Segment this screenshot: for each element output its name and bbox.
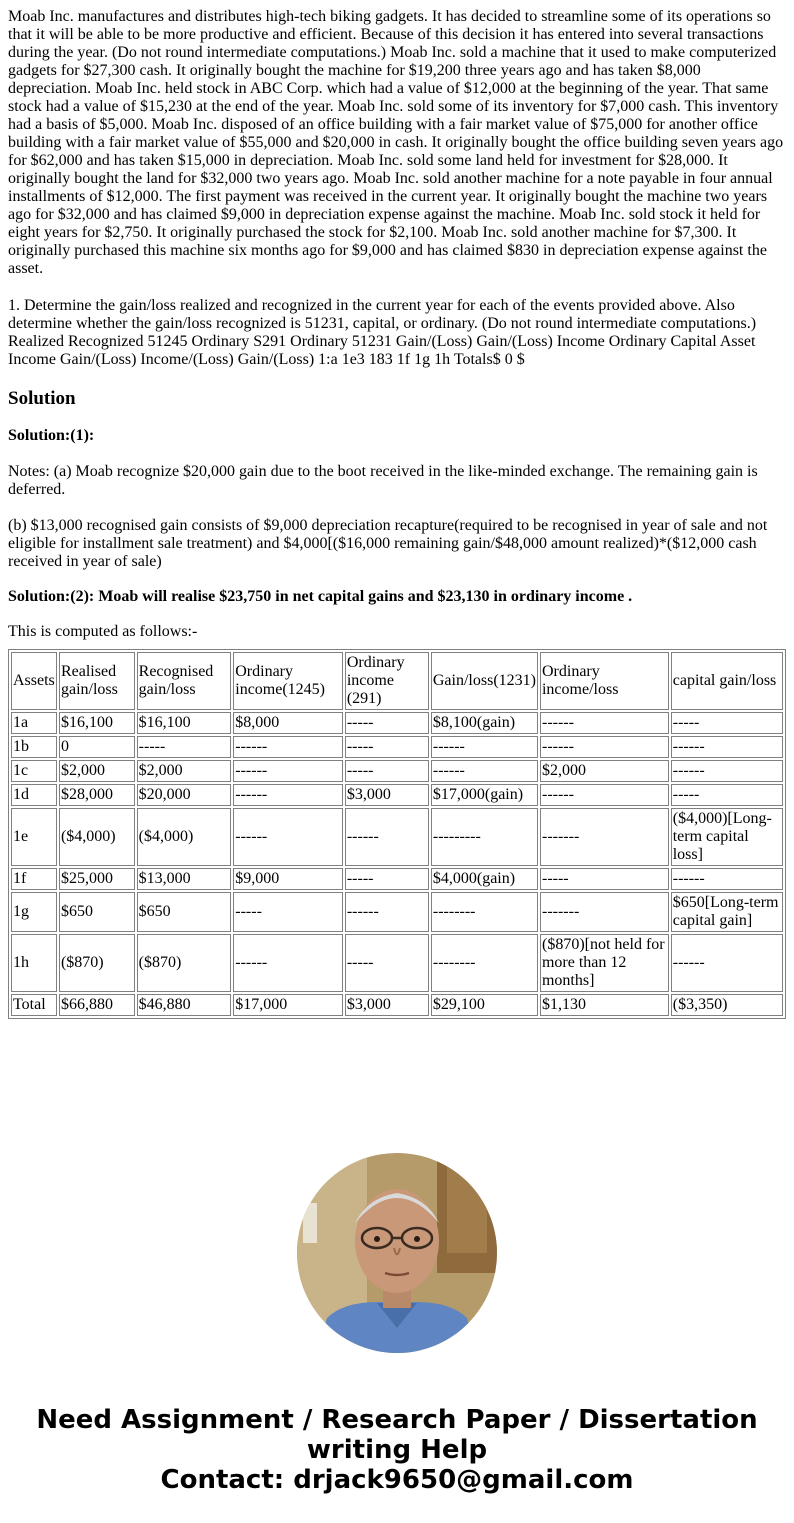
table-cell: $2,000 <box>59 760 135 782</box>
solution-part2-label: Solution:(2): Moab will realise $23,750 in net capital gains and $23,130 in ordinary income . <box>8 588 633 605</box>
table-cell: ------ <box>345 892 429 932</box>
problem-text: Moab Inc. manufactures and distributes high-tech biking gadgets. It has decided to streamline some of its operations so that it will be able to be more productive and efficient. Because of this decision it has entered into several transactions during the year. (Do not round intermediate computations.) Moab Inc. sold a machine that it used to make computerized gadgets for $27,300 cash. It originally bought the machine for $19,200 three years ago and has taken $8,000 depreciation. Moab Inc. held stock in ABC Corp. which had a value of $12,000 at the beginning of the year. That same stock had a value of $15,230 at the end of the year. Moab Inc. sold some of its inventory for $7,000 cash. This inventory had a basis of $5,000. Moab Inc. disposed of an office building with a fair market value of $75,000 for another office building with a fair market value of $55,000 and $20,000 in cash. It originally bought the office building seven years ago for $62,000 and has taken $15,000 in depreciation. Moab Inc. sold some land held for investment for $28,000. It originally bought the land for $32,000 two years ago. Moab Inc. sold another machine for a note payable in four annual installments of $12,000. The first payment was received in the current year. It originally bought the machine two years ago for $32,000 and has claimed $9,000 in depreciation expense against the machine. Moab Inc. sold stock it held for eight years for $2,750. It originally purchased the stock for $2,100. Moab Inc. sold another machine for $7,300. It originally purchased this machine six months ago for $9,000 and has claimed $830 in depreciation expense against the asset. <box>8 8 784 277</box>
table-cell: ----- <box>345 736 429 758</box>
solution-heading: Solution <box>8 388 76 409</box>
tutor-portrait-image <box>297 1153 497 1353</box>
table-cell: ($870) <box>137 934 232 992</box>
table-row <box>11 736 783 758</box>
table-cell: 1g <box>11 892 57 932</box>
table-cell: $3,000 <box>345 784 429 806</box>
table-cell: $2,000 <box>137 760 232 782</box>
table-row <box>11 892 783 932</box>
table-cell: $8,100(gain) <box>431 712 538 734</box>
table-cell: $8,000 <box>233 712 343 734</box>
table-cell: ------ <box>431 760 538 782</box>
table-cell: ------ <box>671 760 783 782</box>
header-cell: Gain/loss(1231) <box>431 652 538 710</box>
table-cell: ------ <box>671 934 783 992</box>
table-row <box>11 868 783 890</box>
table-cell: $25,000 <box>59 868 135 890</box>
table-cell: $650 <box>59 892 135 932</box>
table-cell: 1c <box>11 760 57 782</box>
table-cell: ------ <box>540 784 669 806</box>
note-a: Notes: (a) Moab recognize $20,000 gain due to the boot received in the like-minded exchange. The remaining gain is deferred. <box>8 463 758 498</box>
table-cell: ----- <box>540 868 669 890</box>
table-row <box>11 934 783 992</box>
table-cell: $2,000 <box>540 760 669 782</box>
table-cell: -------- <box>431 892 538 932</box>
table-cell: ----- <box>345 760 429 782</box>
table-cell: 1f <box>11 868 57 890</box>
table-cell: $13,000 <box>137 868 232 890</box>
header-cell: Ordinary income (291) <box>345 652 429 710</box>
table-cell: ------ <box>233 784 343 806</box>
table-row <box>11 808 783 866</box>
table-cell: ($870)[not held for more than 12 months] <box>540 934 669 992</box>
table-cell: 1b <box>11 736 57 758</box>
table-cell: $9,000 <box>233 868 343 890</box>
header-cell: Recognised gain/loss <box>137 652 232 710</box>
header-cell: Ordinary income/loss <box>540 652 669 710</box>
table-cell: $17,000(gain) <box>431 784 538 806</box>
table-cell: ($4,000) <box>59 808 135 866</box>
table-cell: ----- <box>233 892 343 932</box>
table-cell: $3,000 <box>345 994 429 1016</box>
banner-line-1: Need Assignment / Research Paper / Dissertation writing Help <box>36 1405 758 1465</box>
header-cell: Assets <box>11 652 57 710</box>
table-cell: ----- <box>671 784 783 806</box>
table-cell: $17,000 <box>233 994 343 1016</box>
table-cell: $4,000(gain) <box>431 868 538 890</box>
banner-line-2: Contact: drjack9650@gmail.com <box>160 1465 634 1495</box>
solution-part1-label: Solution:(1): <box>8 427 95 444</box>
table-cell: ------ <box>671 868 783 890</box>
table-cell: 1d <box>11 784 57 806</box>
table-cell: $28,000 <box>59 784 135 806</box>
table-cell: ------ <box>431 736 538 758</box>
table-cell: Total <box>11 994 57 1016</box>
table-cell: 0 <box>59 736 135 758</box>
question-text: 1. Determine the gain/loss realized and recognized in the current year for each of the events provided above. Also determine whether the gain/loss recognized is 51231, capital, or ordinary. (Do not round intermediate computations.) Realized Recognized 51245 Ordinary S291 Ordinary 51231 Gain/(Loss) Gain/(Loss) Income Ordinary Capital Asset Income Gain/(Loss) Income/(Loss) Gain/(Loss) 1:a 1e3 183 1f 1g 1h Totals$ 0 $ <box>8 297 757 368</box>
table-cell: ------ <box>233 736 343 758</box>
table-cell: $16,100 <box>59 712 135 734</box>
table-cell: ------ <box>540 736 669 758</box>
table-cell: --------- <box>431 808 538 866</box>
table-cell: ----- <box>345 868 429 890</box>
header-cell: Realised gain/loss <box>59 652 135 710</box>
table-cell: ------ <box>233 808 343 866</box>
table-cell: -------- <box>431 934 538 992</box>
table-cell: ------ <box>233 934 343 992</box>
table-cell: ($4,000)[Long-term capital loss] <box>671 808 783 866</box>
table-cell: ----- <box>137 736 232 758</box>
table-cell: ($3,350) <box>671 994 783 1016</box>
table-cell: ------ <box>345 808 429 866</box>
note-b: (b) $13,000 recognised gain consists of $9,000 depreciation recapture(required to be recognised in year of sale and not eligible for installment sale treatment) and $4,000[($16,000 remaining gain/$48,000 amount realized)*($12,000 cash received in year of sale) <box>8 517 768 570</box>
table-cell: 1h <box>11 934 57 992</box>
table-total-row <box>11 994 783 1016</box>
table-row <box>11 784 783 806</box>
table-cell: $1,130 <box>540 994 669 1016</box>
table-row <box>11 760 783 782</box>
table-cell: 1a <box>11 712 57 734</box>
table-cell: ------ <box>233 760 343 782</box>
table-cell: ------ <box>540 712 669 734</box>
table-cell: $20,000 <box>137 784 232 806</box>
computed-intro: This is computed as follows:- <box>8 623 198 640</box>
document-body <box>8 0 786 641</box>
results-table <box>8 649 786 1019</box>
table-cell: ($4,000) <box>137 808 232 866</box>
table-cell: $66,880 <box>59 994 135 1016</box>
table-cell: ----- <box>345 934 429 992</box>
table-cell: 1e <box>11 808 57 866</box>
table-cell: $29,100 <box>431 994 538 1016</box>
contact-banner <box>0 1405 794 1495</box>
table-cell: ----- <box>671 712 783 734</box>
header-cell: Ordinary income(1245) <box>233 652 343 710</box>
table-row <box>11 712 783 734</box>
table-cell: ------- <box>540 808 669 866</box>
table-cell: $650 <box>137 892 232 932</box>
table-cell: ------- <box>540 892 669 932</box>
table-cell: ----- <box>345 712 429 734</box>
table-cell: $650[Long-term capital gain] <box>671 892 783 932</box>
table-cell: ($870) <box>59 934 135 992</box>
header-cell: capital gain/loss <box>671 652 783 710</box>
table-header-row <box>11 652 783 710</box>
table-cell: $46,880 <box>137 994 232 1016</box>
avatar <box>297 1153 497 1353</box>
table-cell: ------ <box>671 736 783 758</box>
table-cell: $16,100 <box>137 712 232 734</box>
